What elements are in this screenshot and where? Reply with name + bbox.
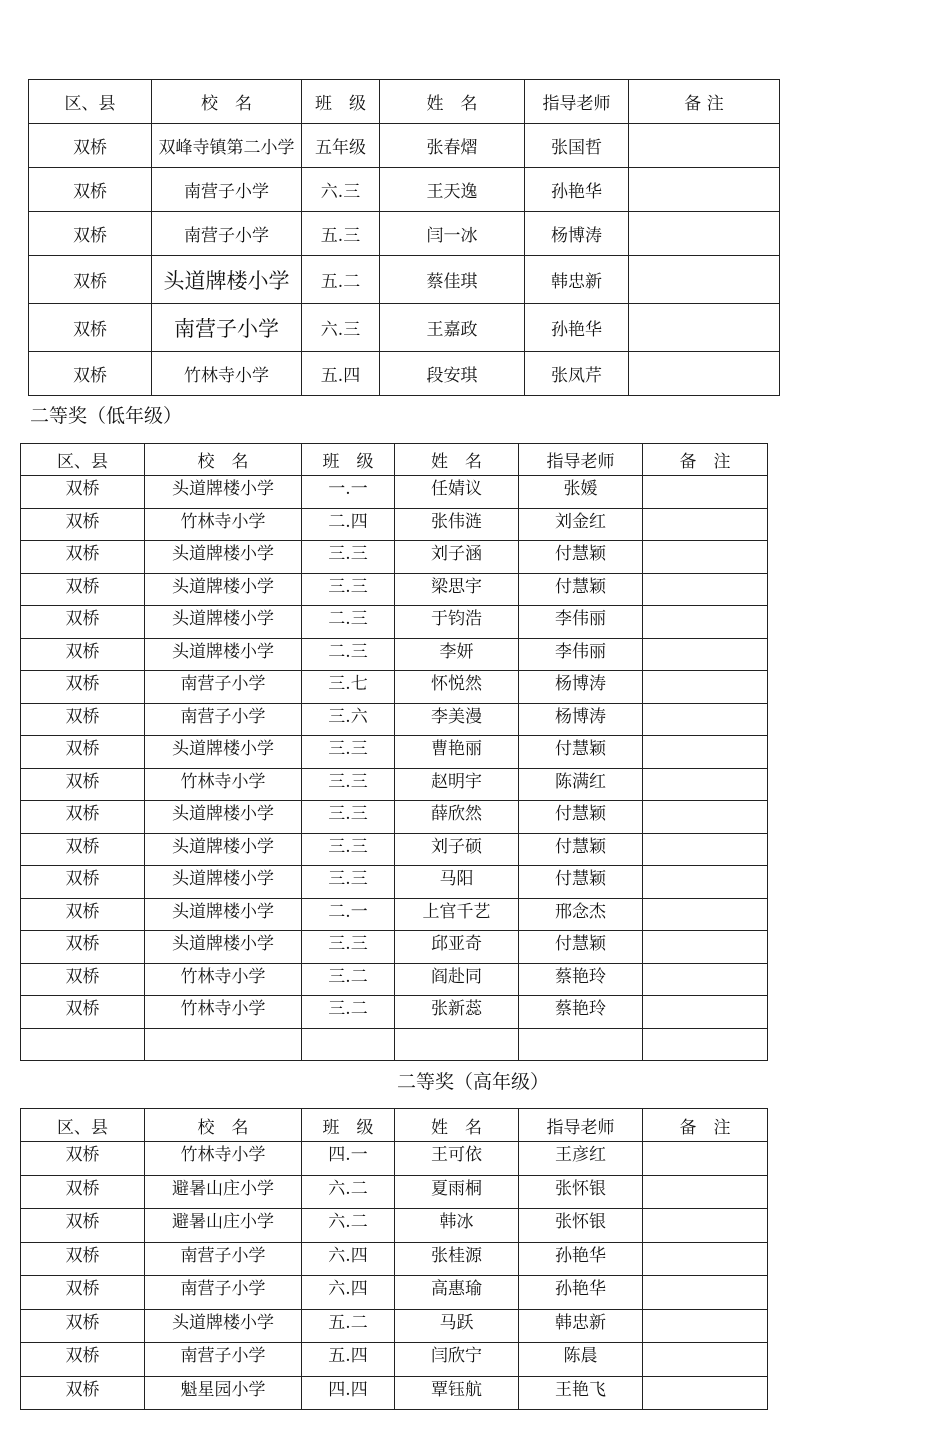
cell-remarks xyxy=(643,573,768,606)
cell-remarks xyxy=(643,1376,768,1410)
cell-class: 五.二 xyxy=(302,256,380,304)
cell-teacher: 杨博涛 xyxy=(519,703,643,736)
cell-district: 双桥 xyxy=(21,963,145,996)
header-district: 区、县 xyxy=(21,1109,145,1142)
cell-teacher: 付慧颖 xyxy=(519,801,643,834)
cell-class: 二.一 xyxy=(302,898,395,931)
cell-class: 二.四 xyxy=(302,508,395,541)
cell-remarks xyxy=(643,1343,768,1377)
cell-student: 刘子涵 xyxy=(395,541,519,574)
cell-student: 韩冰 xyxy=(395,1209,519,1243)
cell-teacher: 王艳飞 xyxy=(519,1376,643,1410)
cell-student: 夏雨桐 xyxy=(395,1175,519,1209)
cell-teacher: 李伟丽 xyxy=(519,606,643,639)
cell-district: 双桥 xyxy=(21,671,145,704)
cell-teacher: 蔡艳玲 xyxy=(519,996,643,1029)
cell-class: 二.三 xyxy=(302,606,395,639)
cell-remarks xyxy=(629,168,780,212)
cell-class: 六.四 xyxy=(302,1242,395,1276)
cell-school: 头道牌楼小学 xyxy=(145,898,302,931)
cell-school: 头道牌楼小学 xyxy=(145,476,302,509)
table-row xyxy=(21,1175,768,1209)
cell-teacher: 张怀银 xyxy=(519,1209,643,1243)
cell-class: 三.七 xyxy=(302,671,395,704)
header-teacher: 指导老师 xyxy=(525,80,629,124)
cell-district: 双桥 xyxy=(21,898,145,931)
cell-remarks xyxy=(643,866,768,899)
cell-remarks xyxy=(643,1142,768,1176)
cell-school: 避暑山庄小学 xyxy=(145,1175,302,1209)
cell-school: 南营子小学 xyxy=(152,304,302,352)
table-row xyxy=(21,606,768,639)
header-district: 区、县 xyxy=(21,444,145,476)
cell-remarks xyxy=(643,476,768,509)
cell-teacher: 刘金红 xyxy=(519,508,643,541)
cell-student: 李美漫 xyxy=(395,703,519,736)
cell-remarks xyxy=(643,541,768,574)
header-name: 姓 名 xyxy=(395,1109,519,1142)
cell-class: 四.一 xyxy=(302,1142,395,1176)
header-remarks: 备 注 xyxy=(629,80,780,124)
cell-student: 覃钰航 xyxy=(395,1376,519,1410)
cell-student: 曹艳丽 xyxy=(395,736,519,769)
table-row xyxy=(21,898,768,931)
cell-student: 薛欣然 xyxy=(395,801,519,834)
cell-teacher: 张怀银 xyxy=(519,1175,643,1209)
cell-teacher: 孙艳华 xyxy=(525,304,629,352)
table-row xyxy=(21,801,768,834)
cell-district: 双桥 xyxy=(29,352,152,396)
header-school: 校 名 xyxy=(152,80,302,124)
cell-school: 竹林寺小学 xyxy=(145,963,302,996)
cell-class: 六.四 xyxy=(302,1276,395,1310)
cell-teacher: 蔡艳玲 xyxy=(519,963,643,996)
cell-remarks xyxy=(629,256,780,304)
cell-remarks xyxy=(643,1242,768,1276)
cell-class: 三.二 xyxy=(302,963,395,996)
cell-school: 南营子小学 xyxy=(145,671,302,704)
cell-school: 头道牌楼小学 xyxy=(145,931,302,964)
table-header-row xyxy=(21,444,768,476)
cell-school: 避暑山庄小学 xyxy=(145,1209,302,1243)
cell-school: 头道牌楼小学 xyxy=(145,801,302,834)
cell-teacher: 张国哲 xyxy=(525,124,629,168)
award-table-top xyxy=(28,79,780,396)
cell-class: 三.三 xyxy=(302,768,395,801)
cell-remarks xyxy=(643,801,768,834)
cell-district: 双桥 xyxy=(21,1175,145,1209)
cell-remarks xyxy=(643,1276,768,1310)
cell-district: 双桥 xyxy=(29,256,152,304)
cell-remarks xyxy=(643,931,768,964)
cell-student: 马跃 xyxy=(395,1309,519,1343)
table-row xyxy=(21,508,768,541)
cell-district xyxy=(21,1028,145,1061)
cell-remarks xyxy=(629,212,780,256)
cell-district: 双桥 xyxy=(21,866,145,899)
header-district: 区、县 xyxy=(29,80,152,124)
cell-class: 三.三 xyxy=(302,736,395,769)
cell-class: 一.一 xyxy=(302,476,395,509)
table-row xyxy=(21,638,768,671)
cell-district: 双桥 xyxy=(21,1276,145,1310)
table-row xyxy=(21,703,768,736)
cell-class: 五.四 xyxy=(302,352,380,396)
cell-remarks xyxy=(643,508,768,541)
cell-class: 三.三 xyxy=(302,573,395,606)
cell-school: 头道牌楼小学 xyxy=(152,256,302,304)
header-remarks: 备 注 xyxy=(643,444,768,476)
cell-school: 南营子小学 xyxy=(152,168,302,212)
cell-class: 五.二 xyxy=(302,1309,395,1343)
cell-school: 头道牌楼小学 xyxy=(145,573,302,606)
cell-district: 双桥 xyxy=(21,703,145,736)
cell-student xyxy=(395,1028,519,1061)
cell-student: 李妍 xyxy=(395,638,519,671)
cell-school: 竹林寺小学 xyxy=(145,508,302,541)
cell-remarks xyxy=(643,703,768,736)
cell-teacher: 韩忠新 xyxy=(525,256,629,304)
cell-teacher: 付慧颖 xyxy=(519,833,643,866)
table-row xyxy=(21,671,768,704)
cell-school: 竹林寺小学 xyxy=(145,996,302,1029)
header-remarks: 备 注 xyxy=(643,1109,768,1142)
cell-teacher: 付慧颖 xyxy=(519,866,643,899)
table-row xyxy=(21,768,768,801)
cell-teacher: 孙艳华 xyxy=(525,168,629,212)
cell-class: 六.三 xyxy=(302,304,380,352)
cell-remarks xyxy=(643,1209,768,1243)
cell-school: 南营子小学 xyxy=(145,1242,302,1276)
section-title-second-prize-lower: 二等奖（低年级） xyxy=(30,405,183,427)
cell-student: 邱亚奇 xyxy=(395,931,519,964)
table-header-row xyxy=(29,80,780,124)
table-row xyxy=(21,573,768,606)
cell-student: 张新蕊 xyxy=(395,996,519,1029)
cell-teacher xyxy=(519,1028,643,1061)
cell-district: 双桥 xyxy=(29,304,152,352)
cell-student: 马阳 xyxy=(395,866,519,899)
table-row xyxy=(29,168,780,212)
cell-teacher: 张凤芹 xyxy=(525,352,629,396)
cell-remarks xyxy=(643,1309,768,1343)
cell-school xyxy=(145,1028,302,1061)
cell-teacher: 付慧颖 xyxy=(519,573,643,606)
cell-remarks xyxy=(643,1028,768,1061)
table-row xyxy=(21,1276,768,1310)
table-row xyxy=(21,1028,768,1061)
cell-student: 赵明宇 xyxy=(395,768,519,801)
cell-district: 双桥 xyxy=(29,168,152,212)
cell-class: 五.四 xyxy=(302,1343,395,1377)
cell-teacher: 杨博涛 xyxy=(519,671,643,704)
cell-class: 三.三 xyxy=(302,866,395,899)
cell-class: 六.二 xyxy=(302,1209,395,1243)
cell-student: 任婧议 xyxy=(395,476,519,509)
cell-class: 三.三 xyxy=(302,801,395,834)
cell-teacher: 李伟丽 xyxy=(519,638,643,671)
table-row xyxy=(21,1209,768,1243)
cell-remarks xyxy=(643,1175,768,1209)
table-row xyxy=(29,124,780,168)
table-row xyxy=(21,736,768,769)
table-row xyxy=(21,476,768,509)
cell-class: 四.四 xyxy=(302,1376,395,1410)
cell-student: 闫欣宁 xyxy=(395,1343,519,1377)
cell-student: 怀悦然 xyxy=(395,671,519,704)
cell-school: 竹林寺小学 xyxy=(145,768,302,801)
table-row xyxy=(21,931,768,964)
cell-school: 头道牌楼小学 xyxy=(145,606,302,639)
table-row xyxy=(29,212,780,256)
table-row xyxy=(21,866,768,899)
cell-district: 双桥 xyxy=(21,638,145,671)
cell-district: 双桥 xyxy=(21,1376,145,1410)
cell-district: 双桥 xyxy=(29,124,152,168)
cell-district: 双桥 xyxy=(21,1343,145,1377)
section-title-second-prize-upper: 二等奖（高年级） xyxy=(397,1071,550,1093)
cell-school: 头道牌楼小学 xyxy=(145,736,302,769)
cell-student: 闫一冰 xyxy=(380,212,525,256)
cell-student: 阎赴同 xyxy=(395,963,519,996)
cell-student: 上官千艺 xyxy=(395,898,519,931)
table-row xyxy=(21,996,768,1029)
table-row xyxy=(29,304,780,352)
header-teacher: 指导老师 xyxy=(519,1109,643,1142)
cell-school: 头道牌楼小学 xyxy=(145,541,302,574)
cell-teacher: 杨博涛 xyxy=(525,212,629,256)
cell-remarks xyxy=(643,963,768,996)
cell-school: 头道牌楼小学 xyxy=(145,833,302,866)
header-school: 校 名 xyxy=(145,444,302,476)
cell-school: 头道牌楼小学 xyxy=(145,638,302,671)
cell-student: 蔡佳琪 xyxy=(380,256,525,304)
cell-district: 双桥 xyxy=(21,1142,145,1176)
table-row xyxy=(21,1242,768,1276)
cell-student: 张春熠 xyxy=(380,124,525,168)
cell-student: 王天逸 xyxy=(380,168,525,212)
cell-school: 竹林寺小学 xyxy=(145,1142,302,1176)
cell-teacher: 孙艳华 xyxy=(519,1242,643,1276)
cell-student: 王嘉政 xyxy=(380,304,525,352)
cell-remarks xyxy=(643,638,768,671)
cell-district: 双桥 xyxy=(21,476,145,509)
cell-district: 双桥 xyxy=(29,212,152,256)
cell-teacher: 付慧颖 xyxy=(519,541,643,574)
cell-teacher: 孙艳华 xyxy=(519,1276,643,1310)
cell-school: 南营子小学 xyxy=(145,1343,302,1377)
cell-class: 三.三 xyxy=(302,931,395,964)
table-row xyxy=(21,1309,768,1343)
cell-school: 头道牌楼小学 xyxy=(145,866,302,899)
cell-school: 双峰寺镇第二小学 xyxy=(152,124,302,168)
cell-class: 二.三 xyxy=(302,638,395,671)
cell-class: 三.三 xyxy=(302,541,395,574)
cell-student: 高惠瑜 xyxy=(395,1276,519,1310)
cell-remarks xyxy=(629,124,780,168)
cell-teacher: 付慧颖 xyxy=(519,736,643,769)
cell-remarks xyxy=(643,996,768,1029)
cell-school: 南营子小学 xyxy=(145,1276,302,1310)
cell-district: 双桥 xyxy=(21,1242,145,1276)
table-header-row xyxy=(21,1109,768,1142)
cell-teacher: 邢念杰 xyxy=(519,898,643,931)
cell-teacher: 陈满红 xyxy=(519,768,643,801)
cell-school: 魁星园小学 xyxy=(145,1376,302,1410)
table-row xyxy=(29,352,780,396)
cell-student: 段安琪 xyxy=(380,352,525,396)
cell-remarks xyxy=(643,671,768,704)
cell-district: 双桥 xyxy=(21,1209,145,1243)
table-row xyxy=(29,256,780,304)
cell-student: 刘子硕 xyxy=(395,833,519,866)
award-table-second-prize-upper xyxy=(20,1108,768,1410)
cell-class: 五年级 xyxy=(302,124,380,168)
cell-district: 双桥 xyxy=(21,508,145,541)
cell-remarks xyxy=(643,768,768,801)
cell-student: 张桂源 xyxy=(395,1242,519,1276)
cell-class: 六.三 xyxy=(302,168,380,212)
cell-class: 五.三 xyxy=(302,212,380,256)
cell-teacher: 陈晨 xyxy=(519,1343,643,1377)
header-school: 校 名 xyxy=(145,1109,302,1142)
cell-remarks xyxy=(643,736,768,769)
cell-teacher: 韩忠新 xyxy=(519,1309,643,1343)
header-teacher: 指导老师 xyxy=(519,444,643,476)
cell-district: 双桥 xyxy=(21,606,145,639)
cell-teacher: 王彦红 xyxy=(519,1142,643,1176)
header-name: 姓 名 xyxy=(395,444,519,476)
cell-teacher: 付慧颖 xyxy=(519,931,643,964)
header-class: 班 级 xyxy=(302,80,380,124)
cell-school: 竹林寺小学 xyxy=(152,352,302,396)
cell-district: 双桥 xyxy=(21,1309,145,1343)
cell-remarks xyxy=(643,606,768,639)
cell-school: 头道牌楼小学 xyxy=(145,1309,302,1343)
cell-class: 三.二 xyxy=(302,996,395,1029)
cell-student: 张伟涟 xyxy=(395,508,519,541)
header-class: 班 级 xyxy=(302,444,395,476)
table-row xyxy=(21,833,768,866)
cell-teacher: 张媛 xyxy=(519,476,643,509)
cell-remarks xyxy=(643,833,768,866)
table-row xyxy=(21,541,768,574)
cell-student: 梁思宇 xyxy=(395,573,519,606)
award-table-second-prize-lower xyxy=(20,443,768,1061)
cell-remarks xyxy=(643,898,768,931)
cell-district: 双桥 xyxy=(21,931,145,964)
cell-class: 三.六 xyxy=(302,703,395,736)
cell-district: 双桥 xyxy=(21,996,145,1029)
cell-class xyxy=(302,1028,395,1061)
cell-district: 双桥 xyxy=(21,768,145,801)
cell-district: 双桥 xyxy=(21,541,145,574)
cell-district: 双桥 xyxy=(21,573,145,606)
cell-student: 于钧浩 xyxy=(395,606,519,639)
header-name: 姓 名 xyxy=(380,80,525,124)
cell-school: 南营子小学 xyxy=(145,703,302,736)
table-row xyxy=(21,1376,768,1410)
table-row xyxy=(21,963,768,996)
header-class: 班 级 xyxy=(302,1109,395,1142)
cell-remarks xyxy=(629,352,780,396)
table-row xyxy=(21,1142,768,1176)
cell-district: 双桥 xyxy=(21,736,145,769)
cell-school: 南营子小学 xyxy=(152,212,302,256)
cell-remarks xyxy=(629,304,780,352)
cell-student: 王可依 xyxy=(395,1142,519,1176)
cell-class: 三.三 xyxy=(302,833,395,866)
table-row xyxy=(21,1343,768,1377)
cell-class: 六.二 xyxy=(302,1175,395,1209)
cell-district: 双桥 xyxy=(21,801,145,834)
cell-district: 双桥 xyxy=(21,833,145,866)
